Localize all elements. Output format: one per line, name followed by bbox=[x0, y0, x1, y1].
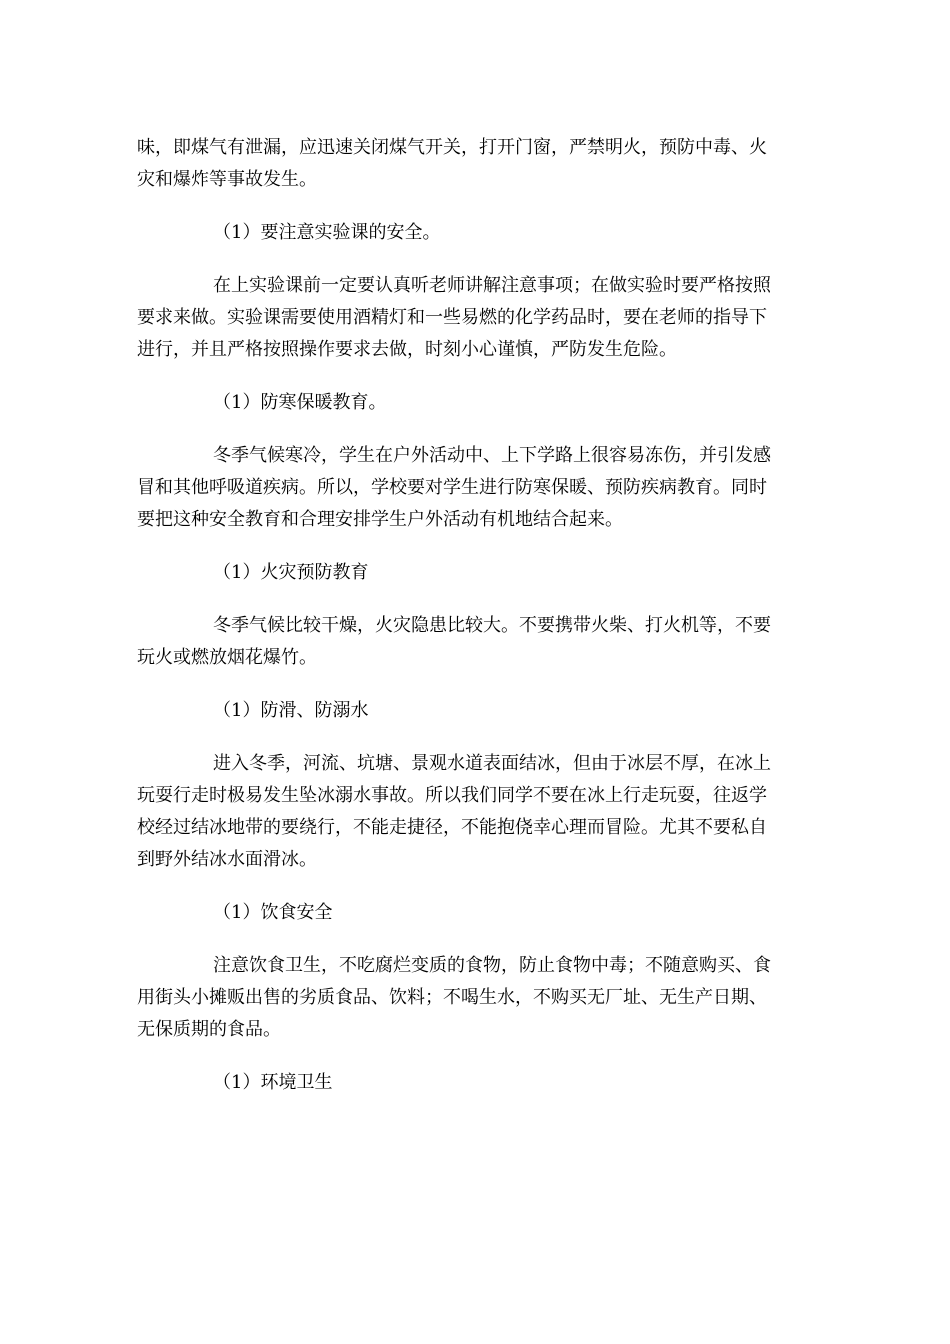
text-line: 用街头小摊贩出售的劣质食品、饮料；不喝生水，不购买无厂址、无生产日期、 bbox=[137, 987, 767, 1008]
heading-lab-safety: （1）要注意实验课的安全。 bbox=[213, 222, 441, 243]
text-line: 冬季气候比较干燥，火灾隐患比较大。不要携带火柴、打火机等，不要 bbox=[213, 615, 771, 636]
heading-environment-hygiene: （1）环境卫生 bbox=[213, 1072, 333, 1093]
heading-ice-drowning: （1）防滑、防溺水 bbox=[213, 700, 369, 721]
document-body bbox=[137, 132, 809, 1099]
heading-fire-prevention: （1）火灾预防教育 bbox=[213, 562, 369, 583]
paragraph-cold-protection bbox=[137, 440, 809, 536]
text-line: 注意饮食卫生，不吃腐烂变质的食物，防止食物中毒；不随意购买、食 bbox=[213, 955, 771, 976]
text-line: 进入冬季，河流、坑塘、景观水道表面结冰，但由于冰层不厚，在冰上 bbox=[213, 753, 771, 774]
text-line: 到野外结冰水面滑冰。 bbox=[137, 849, 317, 870]
paragraph-food-safety bbox=[137, 950, 809, 1046]
text-line: 味，即煤气有泄漏，应迅速关闭煤气开关，打开门窗，严禁明火，预防中毒、火 bbox=[137, 137, 767, 158]
paragraph-lab-safety bbox=[137, 270, 809, 366]
text-line: 要把这种安全教育和合理安排学生户外活动有机地结合起来。 bbox=[137, 509, 623, 530]
text-line: 冒和其他呼吸道疾病。所以，学校要对学生进行防寒保暖、预防疾病教育。同时 bbox=[137, 477, 767, 498]
text-line: 玩火或燃放烟花爆竹。 bbox=[137, 647, 317, 668]
text-line: 冬季气候寒冷，学生在户外活动中、上下学路上很容易冻伤，并引发感 bbox=[213, 445, 771, 466]
text-line: 玩耍行走时极易发生坠冰溺水事故。所以我们同学不要在冰上行走玩耍，往返学 bbox=[137, 785, 767, 806]
text-line: 校经过结冰地带的要绕行，不能走捷径，不能抱侥幸心理而冒险。尤其不要私自 bbox=[137, 817, 767, 838]
heading-food-safety: （1）饮食安全 bbox=[213, 902, 333, 923]
text-line: 无保质期的食品。 bbox=[137, 1019, 281, 1040]
heading-cold-protection: （1）防寒保暖教育。 bbox=[213, 392, 387, 413]
text-line: 要求来做。实验课需要使用酒精灯和一些易燃的化学药品时，要在老师的指导下 bbox=[137, 307, 767, 328]
text-line: 进行，并且严格按照操作要求去做，时刻小心谨慎，严防发生危险。 bbox=[137, 339, 677, 360]
text-line: 灾和爆炸等事故发生。 bbox=[137, 169, 317, 190]
paragraph-fire-prevention bbox=[137, 610, 809, 674]
paragraph-gas-leak bbox=[137, 132, 809, 196]
paragraph-ice-drowning bbox=[137, 748, 809, 876]
text-line: 在上实验课前一定要认真听老师讲解注意事项；在做实验时要严格按照 bbox=[213, 275, 771, 296]
